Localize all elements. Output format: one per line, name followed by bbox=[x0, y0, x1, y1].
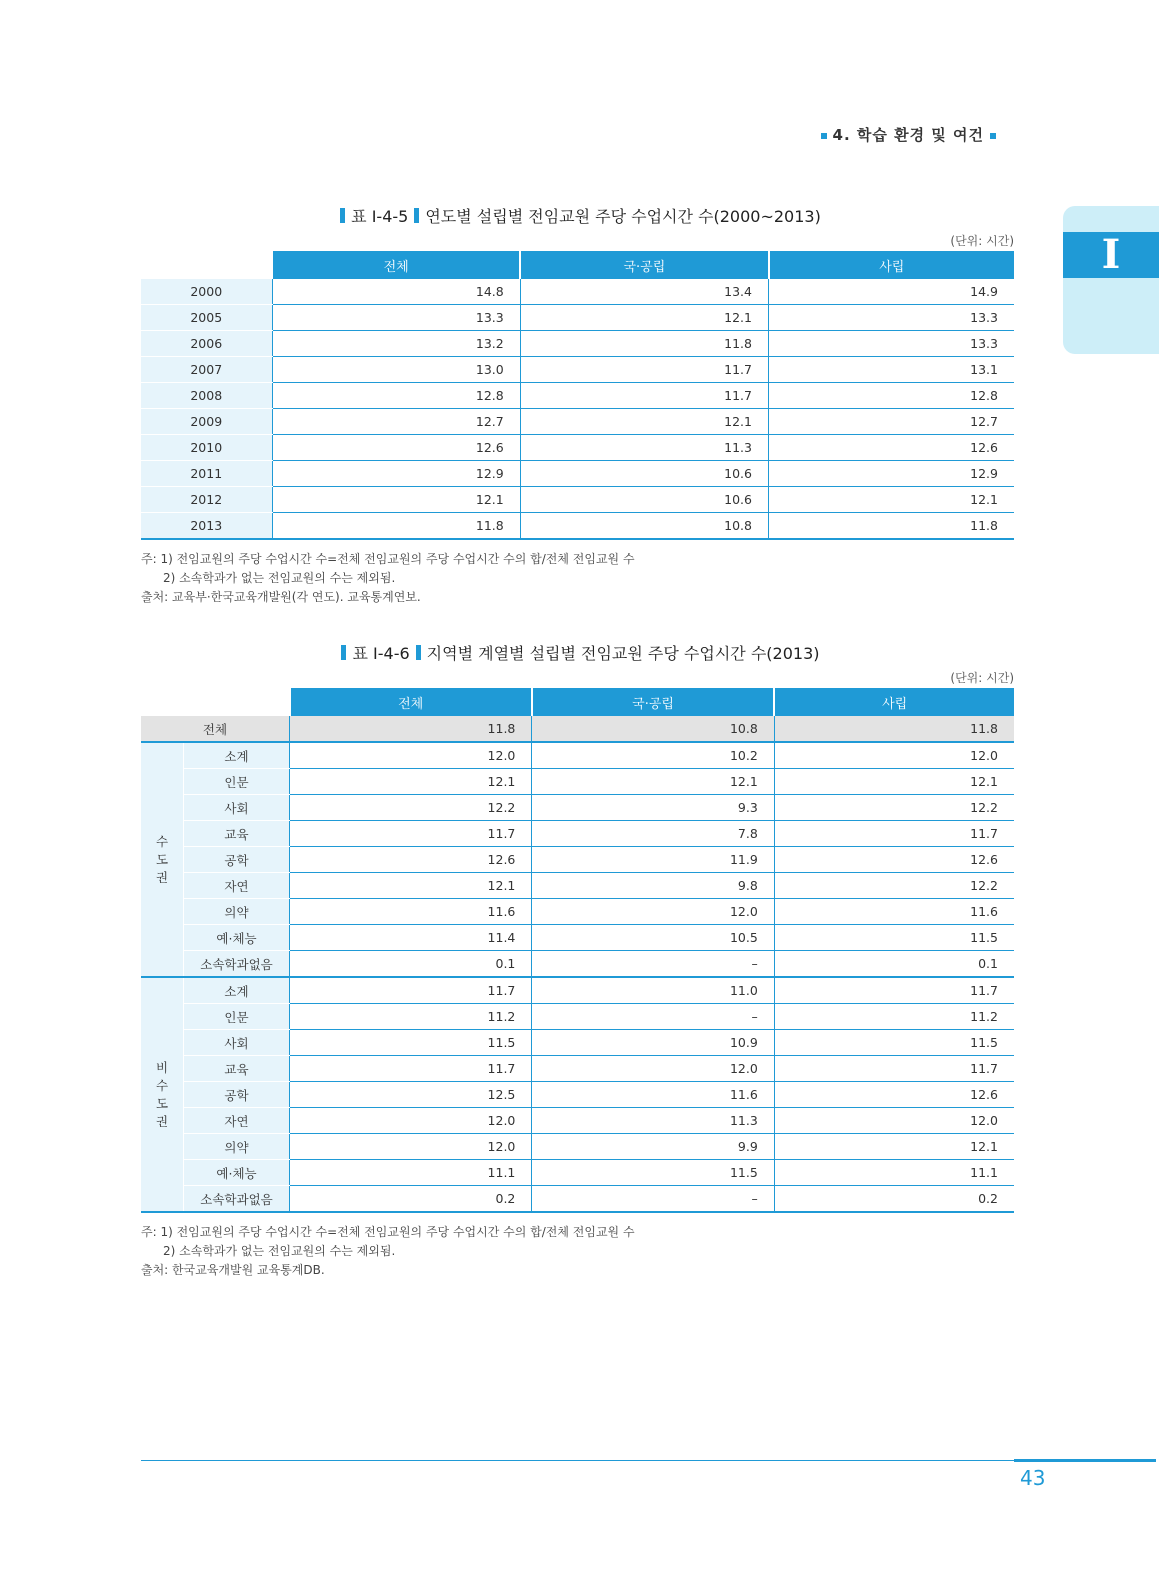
table-cell: 12.1 bbox=[290, 769, 532, 795]
table-cell: – bbox=[532, 951, 774, 978]
table-cell: 11.5 bbox=[774, 1030, 1014, 1056]
table-cell: 11.8 bbox=[774, 716, 1014, 742]
table-cell: 12.2 bbox=[290, 795, 532, 821]
table-cell: 12.6 bbox=[774, 847, 1014, 873]
table-cell: 12.6 bbox=[290, 847, 532, 873]
note-line: 주: 1) 전임교원의 주당 수업시간 수=전체 전임교원의 주당 수업시간 수의 합/전체 전임교원 수 bbox=[141, 552, 635, 566]
table2-caption-title: 지역별 계열별 설립별 전임교원 주당 수업시간 수(2013) bbox=[426, 644, 820, 663]
row-label: 자연 bbox=[184, 1108, 290, 1134]
region-char: 수 bbox=[155, 833, 169, 849]
row-label: 예·체능 bbox=[184, 925, 290, 951]
table-cell: 11.4 bbox=[290, 925, 532, 951]
region-char: 권 bbox=[155, 869, 169, 885]
page-number: 43 bbox=[1020, 1466, 1046, 1490]
table-cell: 11.5 bbox=[774, 925, 1014, 951]
table1-header-blank bbox=[141, 251, 272, 279]
table-row bbox=[141, 305, 1014, 331]
table-row bbox=[141, 487, 1014, 513]
table1-col-header: 사립 bbox=[769, 251, 1015, 279]
table-cell: 12.7 bbox=[769, 409, 1015, 435]
region-char: 수 bbox=[155, 1077, 169, 1093]
table1 bbox=[141, 251, 1014, 540]
section-title bbox=[815, 124, 1002, 145]
table-cell: 11.7 bbox=[774, 1056, 1014, 1082]
note-line: 2) 소속학과가 없는 전임교원의 수는 제외됨. bbox=[163, 1244, 396, 1258]
table-cell: 13.3 bbox=[272, 305, 520, 331]
table-cell: 10.2 bbox=[532, 742, 774, 769]
table1-caption bbox=[141, 204, 1014, 227]
table-cell: 11.7 bbox=[520, 357, 768, 383]
table-cell: 11.6 bbox=[532, 1082, 774, 1108]
row-label: 2012 bbox=[141, 487, 272, 513]
table-cell: 13.4 bbox=[520, 279, 768, 305]
row-label: 소계 bbox=[184, 742, 290, 769]
caption-bar-icon bbox=[340, 208, 345, 223]
table2-col-header: 사립 bbox=[774, 688, 1014, 716]
row-label: 자연 bbox=[184, 873, 290, 899]
row-label: 전체 bbox=[141, 716, 290, 742]
footer-rule bbox=[141, 1460, 1014, 1461]
table-cell: 7.8 bbox=[532, 821, 774, 847]
row-label: 교육 bbox=[184, 821, 290, 847]
table-cell: 11.5 bbox=[532, 1160, 774, 1186]
region-char: 권 bbox=[155, 1113, 169, 1129]
table-cell: – bbox=[532, 1004, 774, 1030]
note-line: 2) 소속학과가 없는 전임교원의 수는 제외됨. bbox=[163, 571, 396, 585]
table-cell: 12.1 bbox=[520, 305, 768, 331]
table-cell: 11.2 bbox=[774, 1004, 1014, 1030]
table-cell: 12.0 bbox=[532, 899, 774, 925]
table-cell: 12.9 bbox=[272, 461, 520, 487]
table-cell: 11.8 bbox=[290, 716, 532, 742]
table-row bbox=[141, 1056, 1014, 1082]
table-row bbox=[141, 742, 1014, 769]
table-cell: 13.3 bbox=[769, 305, 1015, 331]
table-cell: 11.7 bbox=[774, 821, 1014, 847]
table-cell: 0.1 bbox=[774, 951, 1014, 978]
table-cell: 11.1 bbox=[290, 1160, 532, 1186]
row-label: 의약 bbox=[184, 899, 290, 925]
table-row bbox=[141, 795, 1014, 821]
table-row bbox=[141, 1160, 1014, 1186]
row-label: 소계 bbox=[184, 977, 290, 1004]
table-cell: 12.7 bbox=[272, 409, 520, 435]
caption-bar-icon bbox=[414, 208, 419, 223]
region-label bbox=[141, 742, 184, 977]
caption-bar-icon bbox=[341, 645, 346, 660]
table-cell: 12.0 bbox=[290, 742, 532, 769]
row-label: 2005 bbox=[141, 305, 272, 331]
table-cell: 11.3 bbox=[520, 435, 768, 461]
table-row bbox=[141, 1004, 1014, 1030]
table-cell: 11.7 bbox=[774, 977, 1014, 1004]
table-row bbox=[141, 977, 1014, 1004]
table1-col-header: 국·공립 bbox=[520, 251, 768, 279]
row-label: 예·체능 bbox=[184, 1160, 290, 1186]
row-label: 2008 bbox=[141, 383, 272, 409]
row-label: 2006 bbox=[141, 331, 272, 357]
table-row bbox=[141, 383, 1014, 409]
table-cell: 11.8 bbox=[272, 513, 520, 540]
row-label: 사회 bbox=[184, 1030, 290, 1056]
table-row bbox=[141, 279, 1014, 305]
table-cell: 11.1 bbox=[774, 1160, 1014, 1186]
table1-caption-title: 연도별 설립별 전임교원 주당 수업시간 수(2000~2013) bbox=[425, 207, 821, 226]
table-cell: 10.9 bbox=[532, 1030, 774, 1056]
table-cell: 11.7 bbox=[520, 383, 768, 409]
table-row bbox=[141, 1108, 1014, 1134]
table-cell: 12.1 bbox=[769, 487, 1015, 513]
row-label: 소속학과없음 bbox=[184, 1186, 290, 1213]
table-cell: 13.0 bbox=[272, 357, 520, 383]
table-cell: 12.6 bbox=[774, 1082, 1014, 1108]
table-row bbox=[141, 1082, 1014, 1108]
chapter-tab bbox=[1063, 206, 1159, 354]
table-cell: 12.5 bbox=[290, 1082, 532, 1108]
table1-col-header: 전체 bbox=[272, 251, 520, 279]
table-cell: 12.8 bbox=[769, 383, 1015, 409]
table-cell: 14.8 bbox=[272, 279, 520, 305]
table-row bbox=[141, 331, 1014, 357]
source-line: 출처: 교육부·한국교육개발원(각 연도). 교육통계연보. bbox=[141, 590, 421, 604]
table-cell: 12.1 bbox=[774, 1134, 1014, 1160]
table2 bbox=[141, 688, 1014, 1213]
row-label: 인문 bbox=[184, 1004, 290, 1030]
table-cell: 11.7 bbox=[290, 977, 532, 1004]
row-label: 소속학과없음 bbox=[184, 951, 290, 978]
table-cell: 12.1 bbox=[520, 409, 768, 435]
table-cell: 10.5 bbox=[532, 925, 774, 951]
table-cell: 13.1 bbox=[769, 357, 1015, 383]
table-cell: 11.2 bbox=[290, 1004, 532, 1030]
square-bullet-icon bbox=[990, 133, 996, 139]
table2-header-blank bbox=[141, 688, 290, 716]
table2-notes bbox=[141, 1223, 635, 1280]
table-cell: 12.6 bbox=[769, 435, 1015, 461]
row-label: 교육 bbox=[184, 1056, 290, 1082]
source-line: 출처: 한국교육개발원 교육통계DB. bbox=[141, 1263, 325, 1277]
note-line: 주: 1) 전임교원의 주당 수업시간 수=전체 전임교원의 주당 수업시간 수의 합/전체 전임교원 수 bbox=[141, 1225, 635, 1239]
table-cell: 12.8 bbox=[272, 383, 520, 409]
region-char: 비 bbox=[155, 1059, 169, 1075]
table-cell: 12.1 bbox=[272, 487, 520, 513]
row-label: 2011 bbox=[141, 461, 272, 487]
table2-caption-prefix: 표 Ⅰ-4-6 bbox=[352, 644, 410, 663]
table-cell: 11.6 bbox=[290, 899, 532, 925]
row-label: 2009 bbox=[141, 409, 272, 435]
table1-unit: (단위: 시간) bbox=[950, 234, 1014, 248]
table-cell: 12.1 bbox=[774, 769, 1014, 795]
table-cell: 11.3 bbox=[532, 1108, 774, 1134]
table2-col-header: 전체 bbox=[290, 688, 532, 716]
table-row bbox=[141, 435, 1014, 461]
table-cell: 12.6 bbox=[272, 435, 520, 461]
row-label: 2013 bbox=[141, 513, 272, 540]
table-cell: 10.8 bbox=[532, 716, 774, 742]
table-cell: 13.3 bbox=[769, 331, 1015, 357]
region-char: 도 bbox=[155, 851, 169, 867]
square-bullet-icon bbox=[821, 133, 827, 139]
table-cell: 9.9 bbox=[532, 1134, 774, 1160]
table-row bbox=[141, 461, 1014, 487]
table-cell: 12.0 bbox=[532, 1056, 774, 1082]
section-title-text: 4. 학습 환경 및 여건 bbox=[832, 126, 984, 144]
table-cell: 11.7 bbox=[290, 821, 532, 847]
table-row bbox=[141, 1030, 1014, 1056]
region-char: 도 bbox=[155, 1095, 169, 1111]
table-cell: 11.9 bbox=[532, 847, 774, 873]
table-cell: 12.2 bbox=[774, 795, 1014, 821]
table-row bbox=[141, 357, 1014, 383]
table-cell: 12.1 bbox=[290, 873, 532, 899]
table-row bbox=[141, 899, 1014, 925]
row-label: 2010 bbox=[141, 435, 272, 461]
table-cell: 12.0 bbox=[290, 1108, 532, 1134]
row-label: 사회 bbox=[184, 795, 290, 821]
table-cell: 10.6 bbox=[520, 487, 768, 513]
table-cell: 13.2 bbox=[272, 331, 520, 357]
table1-notes bbox=[141, 550, 635, 607]
table-cell: 12.0 bbox=[290, 1134, 532, 1160]
table-row bbox=[141, 1186, 1014, 1213]
table-cell: 12.2 bbox=[774, 873, 1014, 899]
table-cell: 0.2 bbox=[774, 1186, 1014, 1213]
table-cell: 12.1 bbox=[532, 769, 774, 795]
row-label: 2000 bbox=[141, 279, 272, 305]
table-cell: 12.0 bbox=[774, 1108, 1014, 1134]
footer-rule-accent bbox=[1014, 1459, 1156, 1462]
table-row bbox=[141, 925, 1014, 951]
table-cell: 11.8 bbox=[769, 513, 1015, 540]
row-label: 2007 bbox=[141, 357, 272, 383]
table-row bbox=[141, 1134, 1014, 1160]
table-row bbox=[141, 769, 1014, 795]
row-label: 인문 bbox=[184, 769, 290, 795]
table-row bbox=[141, 873, 1014, 899]
table-row bbox=[141, 951, 1014, 978]
table-cell: 0.2 bbox=[290, 1186, 532, 1213]
table-cell: 9.8 bbox=[532, 873, 774, 899]
caption-bar-icon bbox=[416, 645, 421, 660]
table2-col-header: 국·공립 bbox=[532, 688, 774, 716]
region-label bbox=[141, 977, 184, 1212]
table-cell: – bbox=[532, 1186, 774, 1213]
row-label: 공학 bbox=[184, 847, 290, 873]
table-cell: 11.8 bbox=[520, 331, 768, 357]
table-cell: 11.5 bbox=[290, 1030, 532, 1056]
table-cell: 11.6 bbox=[774, 899, 1014, 925]
table-cell: 14.9 bbox=[769, 279, 1015, 305]
table-cell: 11.0 bbox=[532, 977, 774, 1004]
table2-caption bbox=[141, 641, 1014, 664]
row-label: 의약 bbox=[184, 1134, 290, 1160]
table1-caption-prefix: 표 Ⅰ-4-5 bbox=[351, 207, 409, 226]
table-total-row bbox=[141, 716, 1014, 742]
table-cell: 11.7 bbox=[290, 1056, 532, 1082]
table-cell: 12.9 bbox=[769, 461, 1015, 487]
table-row bbox=[141, 409, 1014, 435]
table-cell: 10.8 bbox=[520, 513, 768, 540]
table-cell: 10.6 bbox=[520, 461, 768, 487]
row-label: 공학 bbox=[184, 1082, 290, 1108]
table-row bbox=[141, 513, 1014, 540]
table-cell: 9.3 bbox=[532, 795, 774, 821]
table-cell: 12.0 bbox=[774, 742, 1014, 769]
table2-unit: (단위: 시간) bbox=[950, 671, 1014, 685]
table-row bbox=[141, 847, 1014, 873]
table-cell: 0.1 bbox=[290, 951, 532, 978]
table-row bbox=[141, 821, 1014, 847]
chapter-numeral: I bbox=[1063, 232, 1159, 278]
